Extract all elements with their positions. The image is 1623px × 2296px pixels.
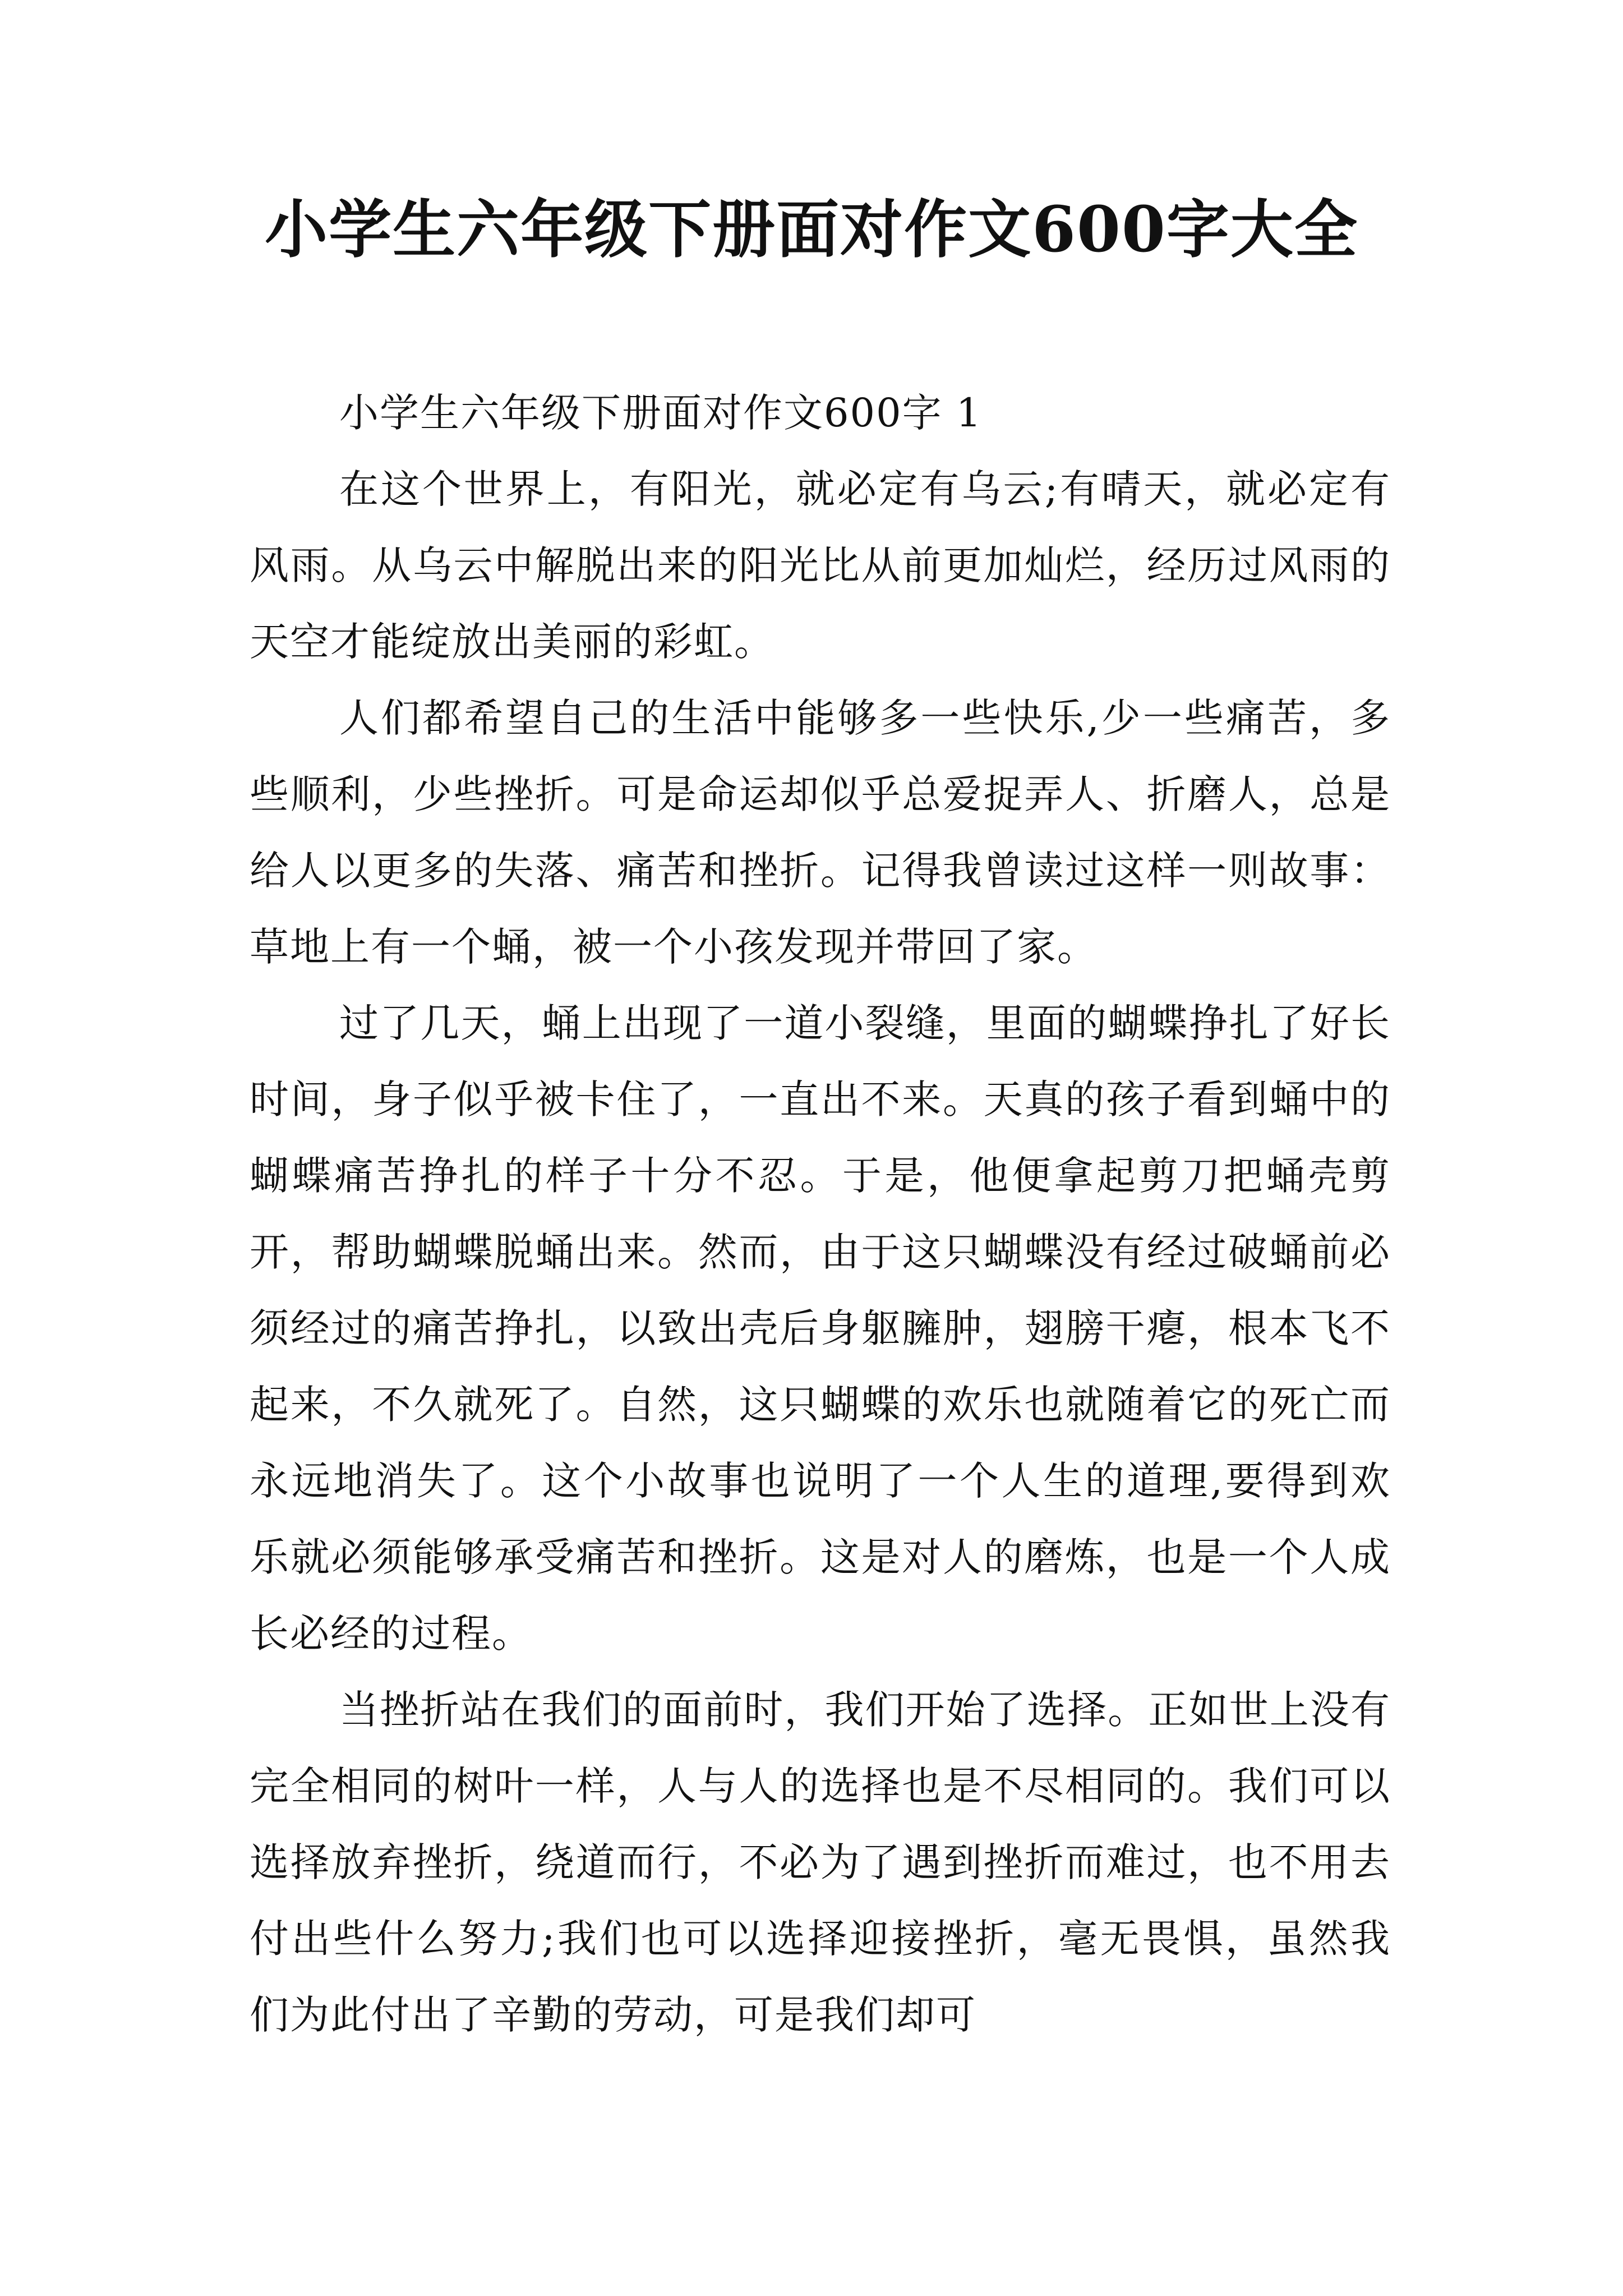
paragraph-2: 人们都希望自己的生活中能够多一些快乐,少一些痛苦，多些顺利，少些挫折。可是命运却似乎总爱捉弄人、折磨人，总是给人以更多的失落、痛苦和挫折。记得我曾读过这样一则故事：草地上有一个蛹，被一个小孩发现并带回了家。 [250, 695, 1391, 970]
paragraph-3: 过了几天，蛹上出现了一道小裂缝，里面的蝴蝶挣扎了好长时间，身子似乎被卡住了，一直出不来。天真的孩子看到蛹中的蝴蝶痛苦挣扎的样子十分不忍。于是，他便拿起剪刀把蛹壳剪开，帮助蝴蝶脱蛹出来。然而，由于这只蝴蝶没有经过破蛹前必须经过的痛苦挣扎，以致出壳后身躯臃肿，翅膀干瘪，根本飞不起来，不久就死了。自然，这只蝴蝶的欢乐也就随着它的死亡而永远地消失了。这个小故事也说明了一个人生的道理,要得到欢乐就必须能够承受痛苦和挫折。这是对人的磨炼，也是一个人成长必经的过程。 [250, 1000, 1391, 1657]
paragraph-1: 在这个世界上，有阳光，就必定有乌云;有晴天，就必定有风雨。从乌云中解脱出来的阳光比从前更加灿烂，经历过风雨的天空才能绽放出美丽的彩虹。 [250, 466, 1391, 665]
document-body [250, 375, 1391, 2053]
document-title: 小学生六年级下册面对作文600字大全 [265, 193, 1358, 266]
paragraph-4: 当挫折站在我们的面前时，我们开始了选择。正如世上没有完全相同的树叶一样，人与人的选择也是不尽相同的。我们可以选择放弃挫折，绕道而行，不必为了遇到挫折而难过，也不用去付出些什么努力;我们也可以选择迎接挫折，毫无畏惧，虽然我们为此付出了辛勤的劳动，可是我们却可 [250, 1687, 1391, 2038]
essay-subtitle: 小学生六年级下册面对作文600字 1 [339, 390, 983, 436]
